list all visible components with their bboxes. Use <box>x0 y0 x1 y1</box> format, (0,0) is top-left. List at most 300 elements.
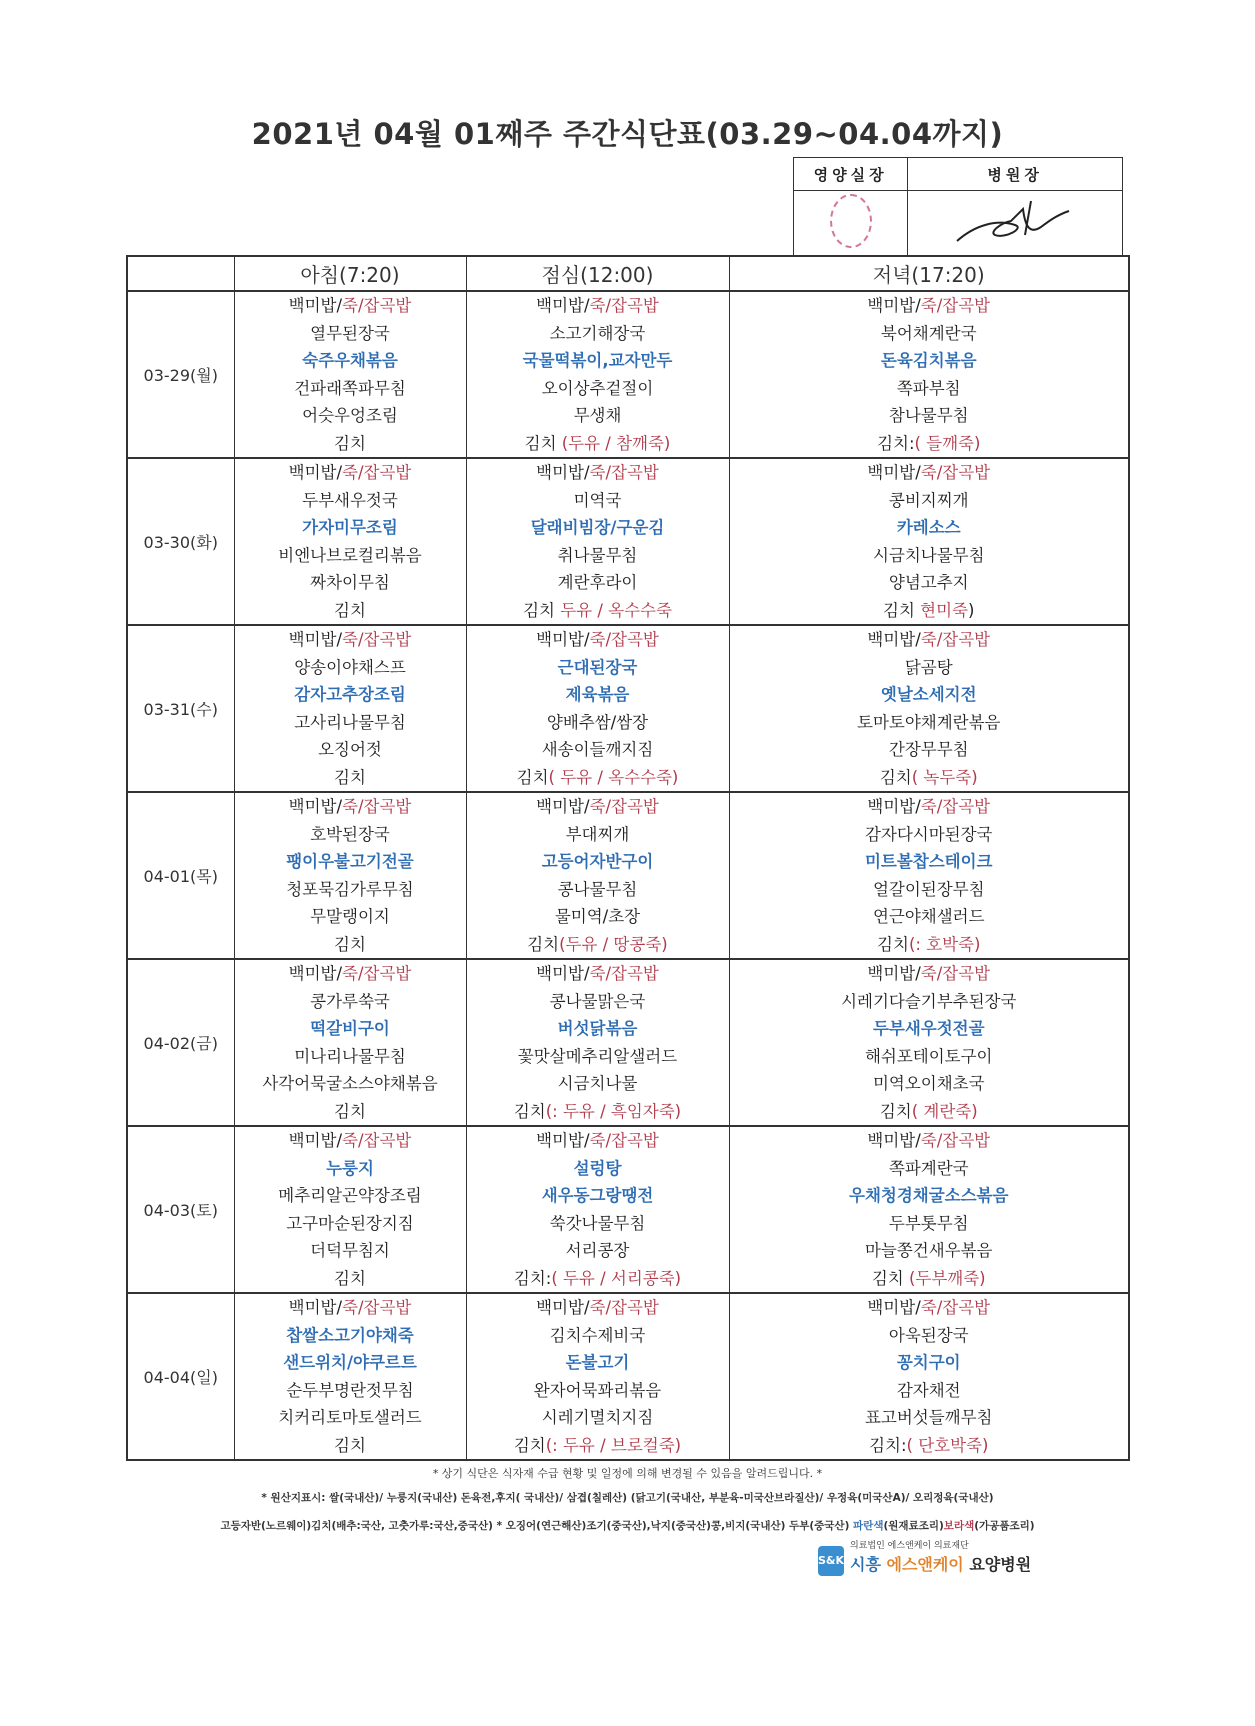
menu-item-text: 김치 <box>334 934 366 954</box>
menu-item <box>467 1155 729 1183</box>
menu-item <box>467 709 729 737</box>
menu-item-text: 백미밥/ <box>288 630 343 649</box>
menu-item <box>730 1265 1129 1293</box>
menu-item-text: 백미밥/ <box>536 296 590 315</box>
menu-item <box>467 597 729 625</box>
menu-item-text: 양송이야채스프 <box>294 657 406 677</box>
menu-item-text: ( 두유 / 옥수수죽) <box>548 767 679 787</box>
menu-item-text: 김치 <box>334 433 366 453</box>
menu-item <box>730 821 1129 849</box>
menu-item-text: 옛날소세지전 <box>880 685 977 704</box>
menu-item <box>467 1210 729 1238</box>
menu-item-text: 미나리나물무침 <box>294 1046 406 1066</box>
menu-item <box>235 1377 466 1405</box>
menu-item-text: 꽃맛살메추리알샐러드 <box>517 1046 678 1066</box>
menu-item-text: 백미밥/ <box>536 1298 590 1317</box>
menu-item-text: 쪽파부침 <box>896 378 961 398</box>
meal-cell-breakfast <box>234 792 466 959</box>
menu-item-text: 순두부명란젓무침 <box>286 1380 414 1400</box>
menu-item <box>235 569 466 597</box>
menu-item-text: 사각어묵굴소스야채볶음 <box>262 1074 438 1093</box>
menu-item <box>467 1098 729 1126</box>
menu-item-text: 죽/잡곡밥 <box>342 1131 412 1150</box>
menu-item-text: (: 두유 / 흑임자죽) <box>545 1101 682 1121</box>
menu-item <box>467 430 729 458</box>
header-lunch: 점심(12:00) <box>466 256 729 291</box>
menu-item-text: 백미밥/ <box>536 1131 590 1150</box>
hospital-logo <box>818 1538 1048 1578</box>
meal-cell-dinner <box>729 625 1129 792</box>
menu-item-text: 미역국 <box>573 490 622 510</box>
menu-item-text: ( 단호박죽) <box>906 1435 989 1455</box>
menu-item <box>235 764 466 792</box>
menu-item <box>235 1015 466 1043</box>
menu-item-text: 양념고추지 <box>888 573 969 592</box>
menu-item-text: 서리콩장 <box>565 1241 630 1260</box>
menu-item <box>730 681 1129 709</box>
meal-cell-breakfast <box>234 1293 466 1460</box>
meal-cell-lunch <box>466 625 729 792</box>
menu-item-text: 비엔나브로컬리볶음 <box>278 545 422 565</box>
day-date: 04-01(목) <box>127 792 234 959</box>
menu-item <box>235 1182 466 1210</box>
menu-item-text: 새송이들깨지짐 <box>541 740 654 759</box>
menu-item <box>235 1127 466 1155</box>
menu-item <box>467 736 729 764</box>
menu-item-text: 김치 <box>871 1268 909 1288</box>
menu-item-text: 근대된장국 <box>557 657 638 677</box>
menu-item-text: 국물떡볶이,교자만두 <box>522 351 673 370</box>
menu-item-text: 죽/잡곡밥 <box>920 296 991 315</box>
menu-item <box>730 931 1129 959</box>
menu-item-text: 쪽파계란국 <box>888 1158 969 1178</box>
menu-item <box>730 1098 1129 1126</box>
menu-item-text: 달래비빔장/구운김 <box>530 518 665 537</box>
menu-item <box>730 960 1129 988</box>
menu-item-text: 김치: <box>513 1268 552 1288</box>
menu-item-text: 김치수제비국 <box>549 1325 646 1345</box>
menu-item <box>235 292 466 320</box>
menu-item-text: 닭곰탕 <box>904 657 953 677</box>
menu-item-text: 죽/잡곡밥 <box>920 797 991 816</box>
menu-item <box>467 1070 729 1098</box>
menu-item-text: ( 녹두죽) <box>911 767 978 787</box>
menu-item <box>730 597 1129 625</box>
menu-item <box>730 1432 1129 1460</box>
menu-item-text: 무말랭이지 <box>310 907 390 926</box>
menu-item <box>467 764 729 792</box>
menu-item-text: 백미밥/ <box>867 630 921 649</box>
menu-item-text: 백미밥/ <box>536 630 590 649</box>
menu-item <box>467 375 729 403</box>
menu-item <box>235 931 466 959</box>
menu-item-text: 죽/잡곡밥 <box>342 296 412 315</box>
day-date: 04-02(금) <box>127 959 234 1126</box>
menu-item-text: (: 호박죽) <box>908 934 981 954</box>
menu-item-text: 시레기다슬기부추된장국 <box>841 991 1017 1011</box>
menu-item-text: 죽/잡곡밥 <box>589 463 659 482</box>
menu-item-text: 콩비지찌개 <box>888 490 969 510</box>
menu-item <box>730 626 1129 654</box>
menu-item-text: 백미밥/ <box>867 1131 921 1150</box>
menu-item-text: 백미밥/ <box>867 463 921 482</box>
menu-item-text: 죽/잡곡밥 <box>920 1298 991 1317</box>
menu-item-text: 죽/잡곡밥 <box>589 630 659 649</box>
menu-item <box>730 1322 1129 1350</box>
meal-cell-breakfast <box>234 959 466 1126</box>
menu-item <box>730 1043 1129 1071</box>
menu-item-text: 두부톳무침 <box>888 1213 969 1233</box>
menu-item <box>730 793 1129 821</box>
menu-item-text: 돈육김치볶음 <box>880 351 977 370</box>
menu-item <box>467 931 729 959</box>
menu-item-text: 메추리알곤약장조림 <box>278 1186 422 1205</box>
header-dinner: 저녁(17:20) <box>729 256 1129 291</box>
menu-item-text: 죽/잡곡밥 <box>920 630 991 649</box>
menu-item <box>235 1404 466 1432</box>
menu-item-text: 완자어묵꽈리볶음 <box>533 1380 662 1400</box>
menu-item-text: 마늘쫑건새우볶음 <box>864 1241 993 1260</box>
seal-stamp-icon <box>830 194 872 248</box>
menu-item-text: 백미밥/ <box>867 1298 921 1317</box>
menu-item <box>235 903 466 931</box>
menu-item-text: 고사리나물무침 <box>294 712 406 732</box>
menu-item-text: 죽/잡곡밥 <box>589 1298 659 1317</box>
origin-info-line2 <box>0 1518 1255 1533</box>
menu-item-text: 백미밥/ <box>536 964 590 983</box>
menu-item-text: 백미밥/ <box>867 964 921 983</box>
origin-info-text: 고등자반(노르웨이)김치(배추:국산, 고춧가루:국산,중국산) * 오징어(연근해산)조기(중국산),낙지(중국산)콩,비지(국내산) 두부(중국산) <box>220 1520 854 1532</box>
menu-item <box>730 848 1129 876</box>
menu-item <box>730 1127 1129 1155</box>
menu-item <box>235 1432 466 1460</box>
menu-item-text: 현미죽 <box>920 600 968 620</box>
menu-item <box>235 430 466 458</box>
menu-item-text: 죽/잡곡밥 <box>342 1298 412 1317</box>
menu-item-text: 치커리토마토샐러드 <box>278 1408 422 1427</box>
meal-cell-breakfast <box>234 625 466 792</box>
menu-day-row <box>127 1126 1129 1293</box>
meal-cell-breakfast <box>234 458 466 625</box>
menu-item <box>235 542 466 570</box>
menu-item-text: 백미밥/ <box>288 463 343 482</box>
menu-item-text: 백미밥/ <box>288 1298 343 1317</box>
meal-cell-lunch <box>466 1126 729 1293</box>
menu-item-text: 김치 <box>334 1268 366 1288</box>
menu-item-text: 부대찌개 <box>565 824 630 844</box>
menu-item-text: 오징어젓 <box>318 740 382 759</box>
menu-item-text: 백미밥/ <box>288 797 343 816</box>
menu-change-notice: * 상기 식단은 식자재 수급 현황 및 일정에 의해 변경될 수 있음을 알려드립니다. * <box>432 1467 823 1480</box>
menu-day-row <box>127 792 1129 959</box>
menu-item <box>467 626 729 654</box>
page-title: 2021년 04월 01째주 주간식단표(03.29~04.04까지) <box>251 117 1004 151</box>
day-date: 04-03(토) <box>127 1126 234 1293</box>
menu-item-text: 무생채 <box>573 406 622 425</box>
menu-item <box>235 1155 466 1183</box>
day-date: 04-04(일) <box>127 1293 234 1460</box>
menu-item <box>467 848 729 876</box>
menu-item <box>730 764 1129 792</box>
menu-item <box>730 1015 1129 1043</box>
menu-item <box>467 876 729 904</box>
menu-day-row <box>127 291 1129 458</box>
menu-item-text: 숙주우채볶음 <box>302 351 398 370</box>
menu-item <box>467 960 729 988</box>
menu-item <box>467 1322 729 1350</box>
menu-item <box>235 876 466 904</box>
menu-item <box>235 459 466 487</box>
menu-item-text: 죽/잡곡밥 <box>920 463 991 482</box>
menu-item <box>730 1404 1129 1432</box>
menu-item-text: 김치 <box>879 1101 912 1121</box>
menu-item-text: 꽁치구이 <box>896 1353 961 1372</box>
menu-item-text: 아욱된장국 <box>888 1325 969 1345</box>
day-date: 03-30(화) <box>127 458 234 625</box>
menu-item-text: 소고기해장국 <box>549 323 646 343</box>
menu-item-text: 죽/잡곡밥 <box>920 964 991 983</box>
menu-item <box>235 1265 466 1293</box>
menu-item-text: ) <box>968 600 975 620</box>
menu-item-text: 콩나물맑은국 <box>549 991 646 1011</box>
menu-item <box>235 1322 466 1350</box>
menu-item <box>467 1237 729 1265</box>
day-date: 03-29(월) <box>127 291 234 458</box>
menu-item-text: 백미밥/ <box>288 296 343 315</box>
menu-item-text: 고등어자반구이 <box>541 852 654 871</box>
menu-item-text: 백미밥/ <box>867 797 921 816</box>
menu-item-text: 감자고추장조림 <box>294 685 406 704</box>
approval-col-director: 병원장 <box>908 158 1123 191</box>
menu-item-text: 죽/잡곡밥 <box>342 964 412 983</box>
menu-item-text: 백미밥/ <box>288 964 343 983</box>
menu-item <box>467 654 729 682</box>
menu-item <box>467 347 729 375</box>
menu-item-text: 김치 <box>523 600 561 620</box>
menu-item <box>235 514 466 542</box>
signature-icon <box>945 195 1085 251</box>
menu-item-text: 죽/잡곡밥 <box>589 1131 659 1150</box>
menu-item <box>235 1237 466 1265</box>
menu-item-text: 호박된장국 <box>310 824 390 844</box>
menu-item-text: 두부새우젓국 <box>302 490 398 510</box>
menu-item <box>467 681 729 709</box>
menu-item-text: 죽/잡곡밥 <box>589 964 659 983</box>
menu-item-text: 돈불고기 <box>565 1353 630 1372</box>
menu-item-text: 토마토야채계란볶음 <box>857 712 1001 732</box>
meal-cell-lunch <box>466 1293 729 1460</box>
meal-cell-lunch <box>466 291 729 458</box>
menu-day-row <box>127 959 1129 1126</box>
menu-item-text: 김치 <box>334 1435 366 1455</box>
origin-info-line1: * 원산지표시: 쌀(국내산)/ 누룽지(국내산) 돈육전,후지( 국내산)/ 삼겹(칠레산) (닭고기(국내산, 부분육-미국산브라질산)/ 우정육(미국산A)/ 오리정육(국내산) <box>261 1492 994 1504</box>
menu-item <box>730 320 1129 348</box>
menu-item <box>730 542 1129 570</box>
menu-item-text: 김치: <box>877 433 915 453</box>
menu-item-text: 감자채전 <box>896 1380 961 1400</box>
menu-item <box>467 1294 729 1322</box>
menu-item <box>467 793 729 821</box>
menu-item-text: (두유 / 땅콩죽) <box>559 934 668 954</box>
menu-item-text: 죽/잡곡밥 <box>342 630 412 649</box>
meal-cell-lunch <box>466 792 729 959</box>
meal-cell-dinner <box>729 959 1129 1126</box>
menu-item-text: 오이상추겉절이 <box>541 378 654 398</box>
menu-item-text: 김치 <box>334 767 366 787</box>
menu-item <box>235 709 466 737</box>
menu-item-text: 김치 <box>524 433 562 453</box>
menu-item <box>467 988 729 1016</box>
menu-item <box>467 459 729 487</box>
menu-item-text: 미트볼찹스테이크 <box>864 852 993 871</box>
menu-item <box>730 1155 1129 1183</box>
menu-item-text: 백미밥/ <box>536 463 590 482</box>
logo-subtitle: 의료법인 에스앤케이 의료재단 <box>850 1541 969 1551</box>
menu-day-row <box>127 625 1129 792</box>
menu-item-text: 청포묵김가루무침 <box>286 879 414 899</box>
menu-item-text: 버섯닭볶음 <box>557 1019 638 1038</box>
menu-item-text: 미역오이채초국 <box>872 1074 985 1093</box>
menu-item-text: 카레소스 <box>896 518 961 537</box>
menu-item-text: 북어채계란국 <box>880 323 977 343</box>
menu-item-text: 고구마순된장지짐 <box>286 1213 414 1233</box>
menu-day-row <box>127 458 1129 625</box>
menu-item-text: 제육볶음 <box>565 685 630 704</box>
menu-item <box>467 320 729 348</box>
menu-item <box>730 487 1129 515</box>
logo-name-part-1: 시흥 <box>850 1555 887 1574</box>
menu-item-text: (: 두유 / 브로컬죽) <box>545 1435 682 1455</box>
menu-item-text: 감자다시마된장국 <box>864 824 993 844</box>
menu-item <box>730 1210 1129 1238</box>
menu-item <box>235 487 466 515</box>
menu-item-text: 김치 <box>334 1101 366 1121</box>
menu-item-text: 백미밥/ <box>867 296 921 315</box>
menu-item-text: 쑥갓나물무침 <box>549 1213 646 1233</box>
menu-item-text: ( 두유 / 서리콩죽) <box>551 1268 682 1288</box>
day-date: 03-31(수) <box>127 625 234 792</box>
meal-cell-dinner <box>729 1293 1129 1460</box>
meal-cell-dinner <box>729 1126 1129 1293</box>
approval-col-nutrition: 영양실장 <box>794 158 908 191</box>
legend-purple-desc: (가공품조리) <box>974 1520 1035 1532</box>
menu-item <box>730 903 1129 931</box>
meal-cell-dinner <box>729 458 1129 625</box>
menu-item <box>730 988 1129 1016</box>
menu-item-text: 콩가루쑥국 <box>310 991 390 1011</box>
menu-item-text: 표고버섯들깨무침 <box>864 1408 993 1427</box>
menu-item <box>467 514 729 542</box>
meal-cell-dinner <box>729 792 1129 959</box>
menu-item <box>467 1432 729 1460</box>
menu-item <box>730 876 1129 904</box>
menu-day-row <box>127 1293 1129 1460</box>
menu-item-text: 양배추쌈/쌈장 <box>546 712 649 732</box>
menu-item <box>235 597 466 625</box>
legend-blue-desc: (원재료조리) <box>883 1520 944 1532</box>
menu-item <box>467 569 729 597</box>
legend-blue-label: 파란색 <box>853 1520 884 1532</box>
meal-cell-dinner <box>729 291 1129 458</box>
menu-item-text: 김치 <box>883 600 921 620</box>
menu-item-text: 찹쌀소고기야채죽 <box>286 1325 414 1345</box>
menu-item-text: 죽/잡곡밥 <box>920 1131 991 1150</box>
menu-item <box>467 292 729 320</box>
menu-item-text: 해쉬포테이토구이 <box>864 1046 993 1066</box>
menu-item-text: 샌드위치/야쿠르트 <box>283 1353 417 1372</box>
menu-item <box>235 1098 466 1126</box>
menu-item <box>730 292 1129 320</box>
menu-item <box>467 821 729 849</box>
menu-item-text: 우채청경채굴소스볶음 <box>849 1186 1009 1205</box>
menu-item <box>235 1043 466 1071</box>
menu-item <box>235 1210 466 1238</box>
menu-item <box>730 514 1129 542</box>
menu-item-text: 김치 <box>516 767 549 787</box>
menu-item <box>467 903 729 931</box>
menu-item-text: 죽/잡곡밥 <box>342 797 412 816</box>
menu-item-text: 짜차이무침 <box>310 573 390 592</box>
menu-item-text: 새우동그랑땡전 <box>541 1186 654 1205</box>
menu-item-text: 물미역/초장 <box>554 907 641 926</box>
menu-item-text: 김치 <box>879 767 912 787</box>
menu-item-text: 열무된장국 <box>310 323 390 343</box>
menu-item <box>730 375 1129 403</box>
menu-item-text: 죽/잡곡밥 <box>589 797 659 816</box>
menu-item <box>235 960 466 988</box>
menu-item <box>235 654 466 682</box>
meal-cell-breakfast <box>234 291 466 458</box>
menu-item-text: 취나물무침 <box>557 545 638 565</box>
menu-item-text: 백미밥/ <box>288 1131 343 1150</box>
menu-item <box>730 1070 1129 1098</box>
menu-item <box>467 1377 729 1405</box>
menu-item <box>730 459 1129 487</box>
menu-item <box>730 1294 1129 1322</box>
logo-name-part-3: 요양병원 <box>969 1555 1032 1574</box>
menu-item-text: 두부새우젓전골 <box>872 1019 985 1038</box>
approval-stamp-cell <box>794 191 908 256</box>
menu-item-text: (두유 / 참깨죽) <box>561 433 671 453</box>
meal-cell-lunch <box>466 458 729 625</box>
header-breakfast: 아침(7:20) <box>234 256 466 291</box>
menu-item <box>730 1377 1129 1405</box>
approval-signature-cell <box>908 191 1123 256</box>
menu-item <box>467 402 729 430</box>
menu-item-text: 누룽지 <box>326 1158 374 1178</box>
menu-item <box>235 375 466 403</box>
menu-item-text: 가자미무조림 <box>302 518 398 537</box>
menu-item-text: 시레기멸치지짐 <box>541 1408 654 1427</box>
menu-item <box>730 709 1129 737</box>
weekly-menu-table <box>126 255 1130 1461</box>
menu-item-text: 건파래쪽파무침 <box>294 378 406 398</box>
menu-item-text: 김치 <box>513 1101 546 1121</box>
menu-item <box>467 1015 729 1043</box>
menu-item-text: 계란후라이 <box>557 573 638 592</box>
menu-item <box>467 1265 729 1293</box>
menu-item-text: 김치 <box>334 600 366 620</box>
menu-item-text: 백미밥/ <box>536 797 590 816</box>
menu-item-text: 어슷우엉조림 <box>302 406 398 425</box>
menu-item <box>730 736 1129 764</box>
menu-item-text: 떡갈비구이 <box>310 1019 390 1038</box>
menu-item-text: 죽/잡곡밥 <box>589 296 659 315</box>
menu-item <box>467 487 729 515</box>
menu-item-text: 콩나물무침 <box>557 879 638 899</box>
menu-item <box>730 1349 1129 1377</box>
menu-item-text: 김치 <box>527 934 560 954</box>
